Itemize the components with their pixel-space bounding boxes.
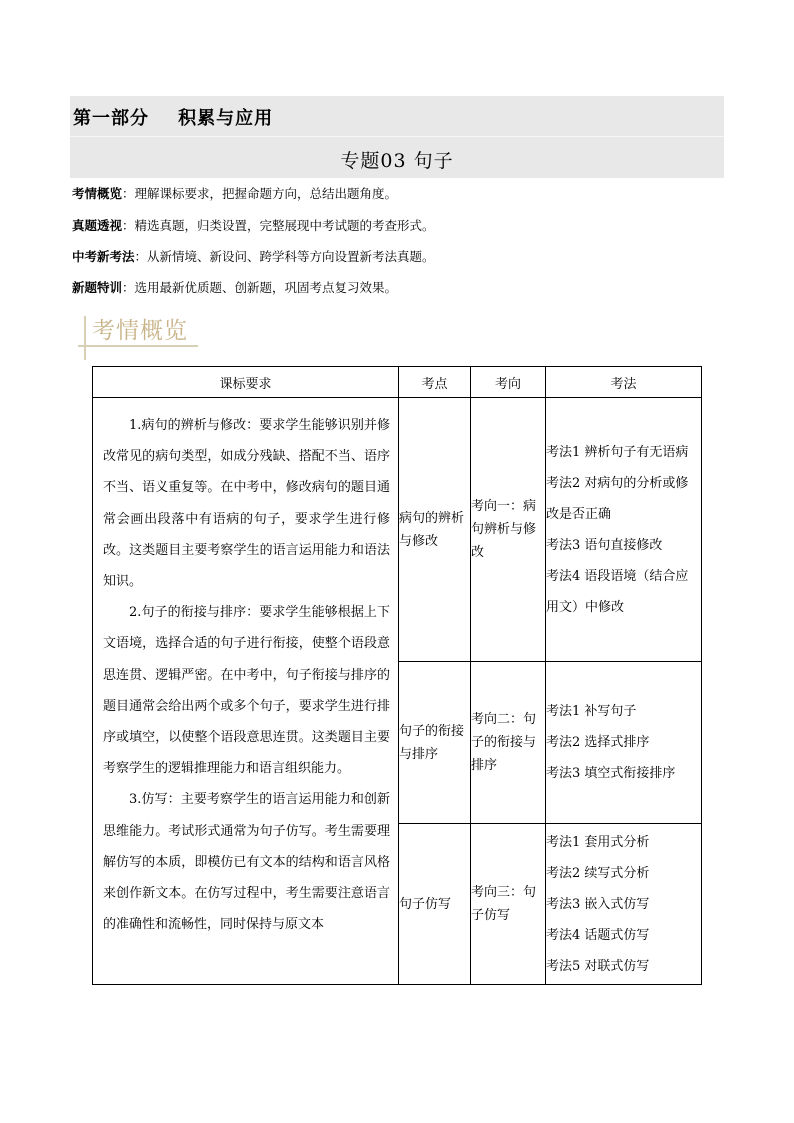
intro-label: 新题特训 xyxy=(72,280,123,295)
methods-cell xyxy=(546,662,702,824)
intro-line xyxy=(72,247,435,265)
method-item: 考法1 辨析句子有无语病 xyxy=(546,444,689,460)
intro-line xyxy=(72,216,435,234)
exam-overview-table xyxy=(92,366,702,985)
point-cell: 句子的衔接与排序 xyxy=(399,662,471,824)
method-item: 考法5 对联式仿写 xyxy=(546,959,650,974)
header-requirements: 课标要求 xyxy=(93,367,399,398)
method-item: 考法2 续写式分析 xyxy=(546,866,650,881)
header-direction: 考向 xyxy=(471,367,546,398)
table-row xyxy=(93,398,702,662)
intro-line xyxy=(72,278,397,296)
banner-vertical-rule xyxy=(84,316,86,360)
section-banner-title: 考情概览 xyxy=(92,318,188,344)
banner-horizontal-rule xyxy=(78,345,198,347)
requirement-paragraph: 3.仿写：主要考察学生的语言运用能力和创新思维能力。考试形式通常为句子仿写。考生需要理解仿写的本质，即模仿已有文本的结构和语言风格来创作新文本。在仿写过程中，考生需要注意语言的准确性和流畅性，同时保持与原文本 xyxy=(103,792,390,933)
part-title: 第一部分 积累与应用 xyxy=(73,108,274,129)
intro-text: ：理解课标要求，把握命题方向，总结出题角度。 xyxy=(122,186,398,201)
point-cell: 病句的辨析与修改 xyxy=(399,398,471,662)
method-item: 考法3 嵌入式仿写 xyxy=(546,897,650,912)
intro-text: ：选用最新优质题、创新题，巩固考点复习效果。 xyxy=(122,280,398,295)
method-item: 考法1 套用式分析 xyxy=(546,835,650,850)
intro-line xyxy=(72,184,397,202)
method-item: 考法2 选择式排序 xyxy=(546,735,650,750)
header-point: 考点 xyxy=(399,367,471,398)
method-item: 考法3 语句直接修改 xyxy=(546,537,663,553)
requirements-cell xyxy=(93,398,399,985)
method-item: 考法3 填空式衔接排序 xyxy=(546,766,676,781)
point-cell: 句子仿写 xyxy=(399,824,471,985)
requirement-paragraph: 1.病句的辨析与修改：要求学生能够识别并修改常见的病句类型，如成分残缺、搭配不当、语序不当、语义重复等。在中考中，修改病句的题目通常会画出段落中有语病的句子，要求学生进行修改。这类题目主要考察学生的语言运用能力和语法知识。 xyxy=(103,418,390,590)
intro-text: ：精选真题，归类设置，完整展现中考试题的考查形式。 xyxy=(122,218,435,233)
intro-label: 真题透视 xyxy=(72,218,123,233)
intro-text: ：从新情境、新设问、跨学科等方向设置新考法真题。 xyxy=(134,249,435,264)
direction-cell: 考向二：句子的衔接与排序 xyxy=(471,662,546,824)
requirement-paragraph: 2.句子的衔接与排序：要求学生能够根据上下文语境，选择合适的句子进行衔接，使整个语段意思连贯、逻辑严密。在中考中，句子衔接与排序的题目通常会给出两个或多个句子，要求学生进行排序或填空，以使整个语段意思连贯。这类题目主要考察学生的逻辑推理能力和语言组织能力。 xyxy=(103,605,390,777)
header-divider xyxy=(70,136,724,137)
method-item: 考法1 补写句子 xyxy=(546,704,637,719)
methods-cell xyxy=(546,824,702,985)
section-banner xyxy=(78,312,208,356)
intro-label: 考情概览 xyxy=(72,186,123,201)
table-header-row xyxy=(93,367,702,398)
header-methods: 考法 xyxy=(546,367,702,398)
method-item: 考法4 话题式仿写 xyxy=(546,928,650,943)
direction-cell: 考向一：病句辨析与修改 xyxy=(471,398,546,662)
methods-cell xyxy=(546,398,702,662)
intro-label: 中考新考法 xyxy=(72,249,135,264)
topic-title: 专题03 句子 xyxy=(340,150,454,172)
method-item: 考法2 对病句的分析或修改是否正确 xyxy=(546,475,689,522)
method-item: 考法4 语段语境（结合应用文）中修改 xyxy=(546,568,689,615)
direction-cell: 考向三：句子仿写 xyxy=(471,824,546,985)
